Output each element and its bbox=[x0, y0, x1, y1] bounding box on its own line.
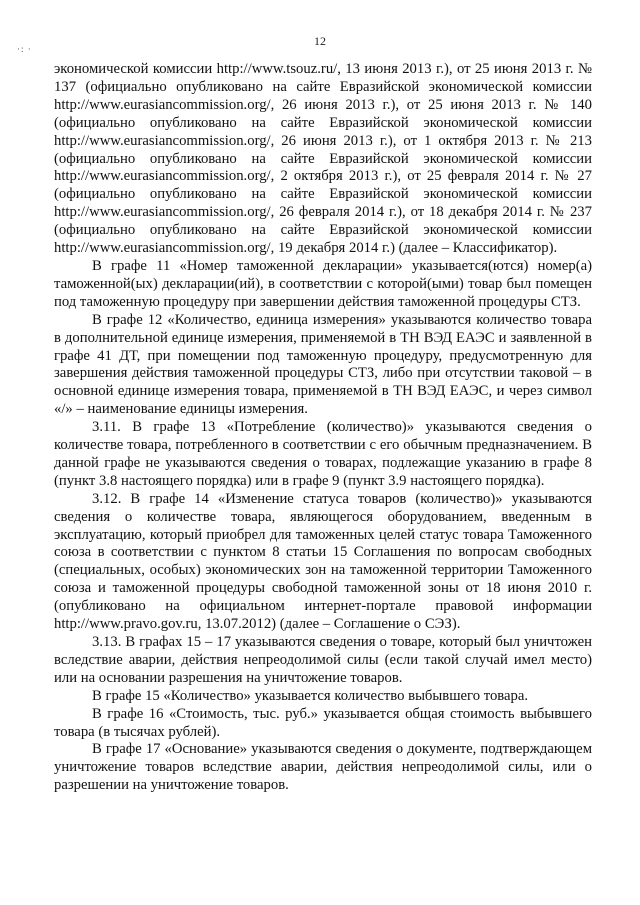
paragraph-field-17: В графе 17 «Основание» указываются сведения о документе, подтверждающем уничтожение товаров вследствие аварии, действия непреодолимой силы, или о разрешении на уничтожение товаров. bbox=[54, 741, 592, 794]
paragraph-classifier-continuation: экономической комиссии http://www.tsouz.ru/, 13 июня 2013 г.), от 25 июня 2013 г. № 137 (официально опубликовано на сайте Евразийской экономической комиссии http://www.eurasiancommission.org/, 26 июня 2013 г.), от 25 июня 2013 г. № 140 (официально опубликовано на сайте Евразийской экономической комиссии http://www.eurasiancommission.org/, 26 июня 2013 г.), от 1 октября 2013 г. № 213 (официально опубликовано на сайте Евразийской экономической комиссии http://www.eurasiancommission.org/, 2 октября 2013 г.), от 25 февраля 2014 г. № 27 (официально опубликовано на сайте Евразийской экономической комиссии http://www.eurasiancommission.org/, 26 февраля 2014 г.), от 18 декабря 2014 г. № 237 (официально опубликовано на сайте Евразийской экономической комиссии http://www.eurasiancommission.org/, 19 декабря 2014 г.) (далее – Классификатор). bbox=[54, 61, 592, 257]
paragraph-field-11: В графе 11 «Номер таможенной декларации» указывается(ются) номер(а) таможенной(ых) декларации(ий), в соответствии с которой(ыми) товар был помещен под таможенную процедуру при завершении действия таможенной процедуры СТЗ. bbox=[54, 257, 592, 310]
paragraph-3-12: 3.12. В графе 14 «Изменение статуса товаров (количество)» указываются сведения о количестве товара, являющегося оборудованием, введенным в эксплуатацию, который приобрел для таможенных целей статус товара Таможенного союза в соответствии с пунктом 8 статьи 15 Соглашения по вопросам свободных (специальных, особых) экономических зон на таможенной территории Таможенного союза и таможенной процедуры свободной таможенной зоны от 18 июня 2010 г. (опубликовано на официальном интернет-портале правовой информации http://www.pravo.gov.ru, 13.07.2012) (далее – Соглашение о СЭЗ). bbox=[54, 490, 592, 633]
paragraph-3-11: 3.11. В графе 13 «Потребление (количество)» указываются сведения о количестве товара, потребленного в соответствии с его обычным предназначением. В данной графе не указываются сведения о товарах, подлежащие указанию в графе 8 (пункт 3.8 настоящего порядка) или в графе 9 (пункт 3.9 настоящего порядка). bbox=[54, 419, 592, 489]
page-number: 12 bbox=[314, 34, 326, 48]
paragraph-field-15: В графе 15 «Количество» указывается количество выбывшего товара. bbox=[92, 687, 529, 704]
document-body bbox=[54, 61, 592, 795]
paragraph-field-12: В графе 12 «Количество, единица измерения» указываются количество товара в дополнительной единице измерения, применяемой в ТН ВЭД ЕАЭС и заявленной в графе 41 ДТ, при помещении под таможенную процедуру, предусмотренную для завершения действия таможенной процедуры СТЗ, либо при отсутствии таковой – в основной единице измерения товара, применяемой в ТН ВЭД ЕАЭС, и через символ «/» – наименование единицы измерения. bbox=[54, 311, 592, 418]
paragraph-field-16: В графе 16 «Стоимость, тыс. руб.» указывается общая стоимость выбывшего товара (в тысячах рублей). bbox=[54, 705, 592, 740]
scan-mark: ·: · bbox=[17, 44, 32, 54]
paragraph-3-13: 3.13. В графах 15 – 17 указываются сведения о товаре, который был уничтожен вследствие аварии, действия непреодолимой силы (если такой случай имел место) или на основании разрешения на уничтожение товаров. bbox=[54, 634, 592, 686]
